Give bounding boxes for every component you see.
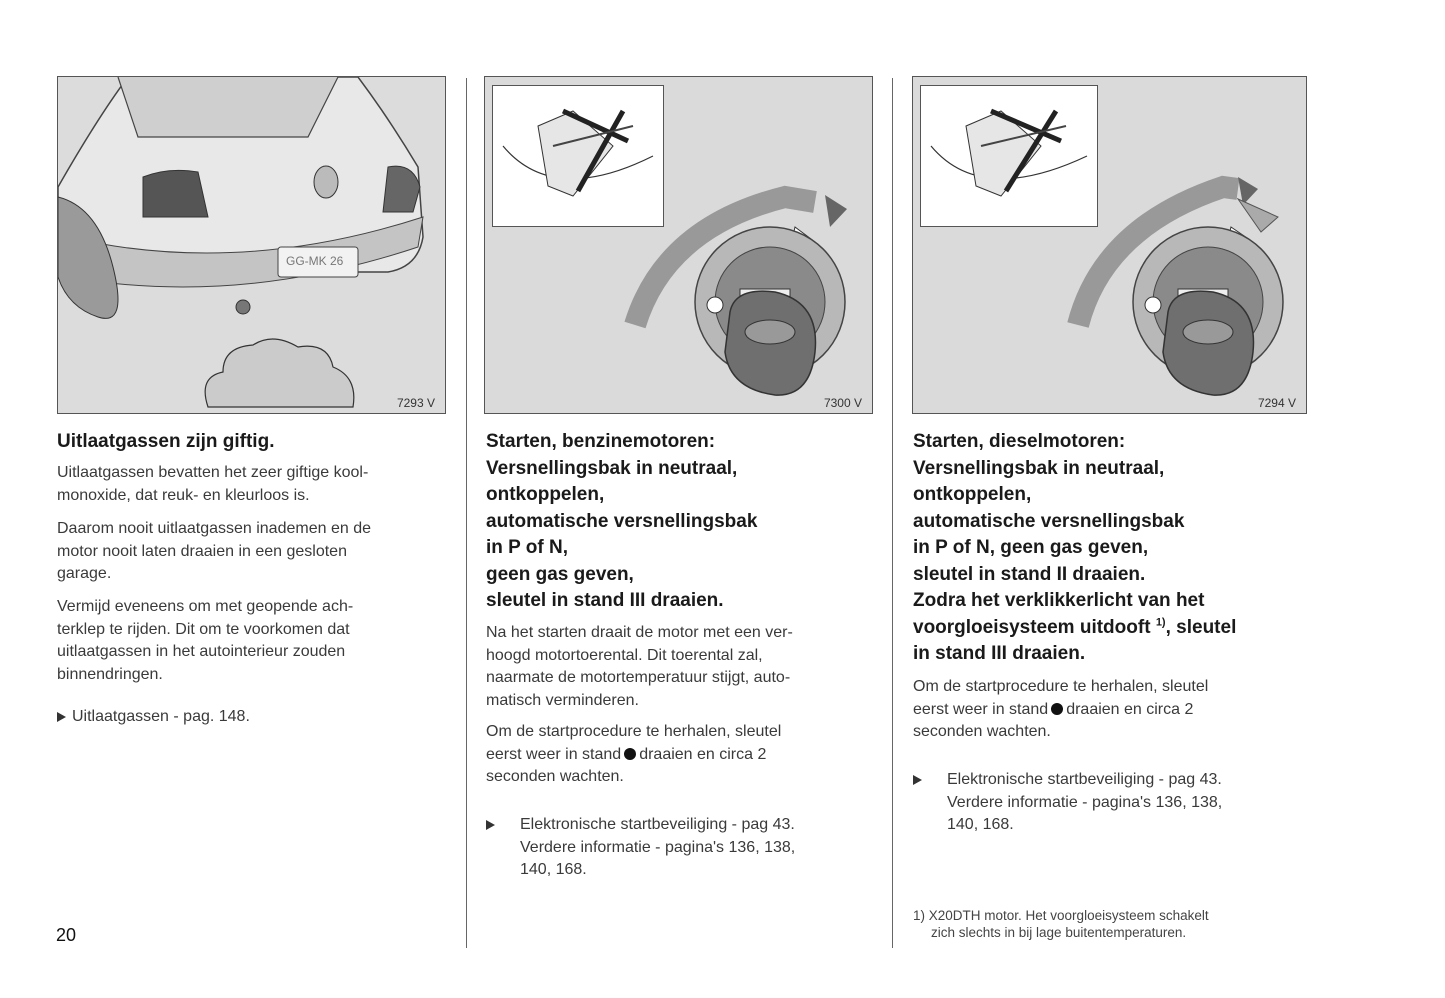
reference-link[interactable]: 140, 168. (520, 861, 587, 878)
heading-line: sleutel in stand II draaien. (913, 563, 1146, 585)
reference-link[interactable]: Verdere informatie - pagina's 136, 138, (947, 793, 1223, 811)
page-number: 20 (56, 925, 77, 945)
heading-line: in stand III draaien. (913, 643, 1086, 664)
heading-line: in P of N, (486, 537, 568, 558)
footnote-marker: 1) (1155, 616, 1166, 629)
paragraph-line: seconden wachten. (486, 768, 624, 785)
paragraph-line (486, 744, 881, 767)
text-fragment: eerst weer in stand (913, 700, 1049, 718)
paragraph-line: motor nooit laten draaien in een gesloten (57, 542, 347, 560)
pedal-inset (492, 85, 664, 227)
cross-reference (913, 769, 1222, 837)
paragraph-line: Om de startprocedure te herhalen, sleutel (486, 723, 782, 740)
key-position-0-icon (1051, 703, 1063, 715)
paragraph-line: terklep te rijden. Dit om te voorkomen dat (57, 620, 350, 638)
section-heading: Uitlaatgassen zijn giftig. (57, 431, 275, 452)
heading-line: automatische versnellingsbak (486, 510, 758, 532)
crossed-accelerator-pedal-icon (493, 86, 663, 226)
arrow-bullet-icon (486, 820, 495, 830)
figure-code: 7300 V (823, 396, 862, 410)
arrow-bullet-icon (913, 775, 922, 785)
text-fragment: draaien en circa 2 (639, 745, 767, 763)
heading-line: in P of N, geen gas geven, (913, 537, 1149, 558)
car-rear-drawing (58, 77, 445, 413)
heading-line: automatische versnellingsbak (913, 510, 1185, 532)
paragraph-line (913, 699, 1313, 722)
paragraph-line: Daarom nooit uitlaatgassen inademen en de (57, 520, 371, 537)
heading-line: geen gas geven, (486, 563, 634, 585)
text-fragment: draaien en circa 2 (1066, 700, 1194, 718)
ignition-diesel-illustration (912, 76, 1307, 414)
paragraph-line: matisch verminderen. (486, 691, 639, 709)
heading-line: Starten, benzinemotoren: (486, 431, 716, 452)
reference-link[interactable]: Verdere informatie - pagina's 136, 138, (520, 838, 796, 856)
cross-reference (486, 814, 795, 882)
heading-line (913, 615, 1313, 642)
heading-line: Starten, dieselmotoren: (913, 431, 1126, 452)
heading-line: Versnellingsbak in neutraal, (913, 457, 1165, 479)
column-divider-2 (892, 78, 893, 948)
key-position-0-icon (624, 748, 636, 760)
paragraph-line: binnendringen. (57, 665, 163, 683)
paragraph-line: hoogd motortoerental. Dit toerental zal, (486, 646, 763, 664)
figure-code: 7294 V (1257, 396, 1296, 410)
paragraph-line: Om de startprocedure te herhalen, sleutel (913, 678, 1209, 695)
license-plate-text: GG-MK 26 (286, 254, 344, 268)
heading-line: sleutel in stand III draaien. (486, 590, 724, 611)
paragraph-line: uitlaatgassen in het autointerieur zouden (57, 643, 346, 660)
heading-line: ontkoppelen, (486, 484, 605, 505)
paragraph-line: seconden wachten. (913, 723, 1051, 740)
paragraph-line: naarmate de motortemperatuur stijgt, auto- (486, 669, 791, 686)
ignition-petrol-illustration (484, 76, 873, 414)
footnote-line: zich slechts in bij lage buitentemperaturen. (931, 925, 1187, 940)
exhaust-gas-illustration (57, 76, 446, 414)
heading-line: Versnellingsbak in neutraal, (486, 457, 738, 479)
heading-line: ontkoppelen, (913, 484, 1032, 505)
reference-link[interactable]: 140, 168. (947, 816, 1014, 833)
heading-line: Zodra het verklikkerlicht van het (913, 590, 1205, 611)
paragraph-line: Vermijd eveneens om met geopende ach- (57, 598, 354, 615)
paragraph-line: garage. (57, 565, 112, 582)
column-divider-1 (466, 78, 467, 948)
text-fragment: voorgloeisysteem uitdooft (913, 616, 1151, 638)
reference-link[interactable]: Uitlaatgassen - pag. 148. (72, 708, 250, 725)
footnote-line: 1) X20DTH motor. Het voorgloeisysteem schakelt (913, 908, 1209, 923)
text-fragment: , sleutel (1165, 616, 1237, 638)
pedal-inset (920, 85, 1098, 227)
paragraph-line: Uitlaatgassen bevatten het zeer giftige kool- (57, 464, 369, 481)
cross-reference (57, 706, 250, 729)
crossed-accelerator-pedal-icon (921, 86, 1097, 226)
text-fragment: eerst weer in stand (486, 745, 622, 763)
arrow-bullet-icon (57, 712, 66, 722)
paragraph-line: Na het starten draait de motor met een ver- (486, 624, 793, 641)
reference-link[interactable]: Elektronische startbeveiliging - pag 43. (947, 771, 1222, 788)
paragraph-line: monoxide, dat reuk- en kleurloos is. (57, 486, 310, 504)
footnote (913, 907, 1313, 941)
figure-code: 7293 V (396, 396, 435, 410)
reference-link[interactable]: Elektronische startbeveiliging - pag 43. (520, 816, 795, 833)
